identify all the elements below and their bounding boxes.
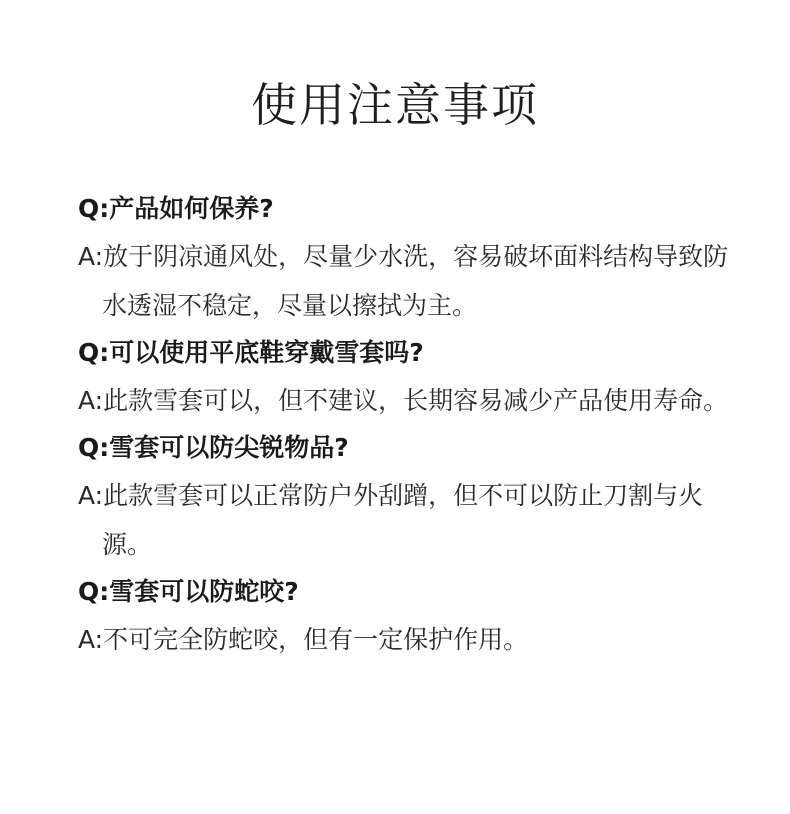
faq-item <box>78 330 738 425</box>
faq-question: Q:雪套可以防蛇咬? <box>78 577 299 606</box>
faq-question: Q:产品如何保养? <box>78 194 274 223</box>
page-title: 使用注意事项 <box>251 78 539 132</box>
faq-question: Q:雪套可以防尖锐物品? <box>78 433 349 462</box>
faq-item <box>78 186 738 330</box>
faq-list <box>78 186 738 664</box>
faq-answer: A:此款雪套可以，但不建议，长期容易减少产品使用寿命。 <box>78 386 729 415</box>
faq-item <box>78 569 738 664</box>
faq-answer: A:放于阴凉通风处，尽量少水洗，容易破坏面料结构导致防水透湿不稳定，尽量以擦拭为主。 <box>78 242 729 320</box>
faq-question: Q:可以使用平底鞋穿戴雪套吗? <box>78 338 424 367</box>
faq-answer: A:此款雪套可以正常防户外刮蹭，但不可以防止刀割与火源。 <box>78 481 704 559</box>
faq-answer: A:不可完全防蛇咬，但有一定保护作用。 <box>78 625 529 654</box>
faq-item <box>78 425 738 569</box>
